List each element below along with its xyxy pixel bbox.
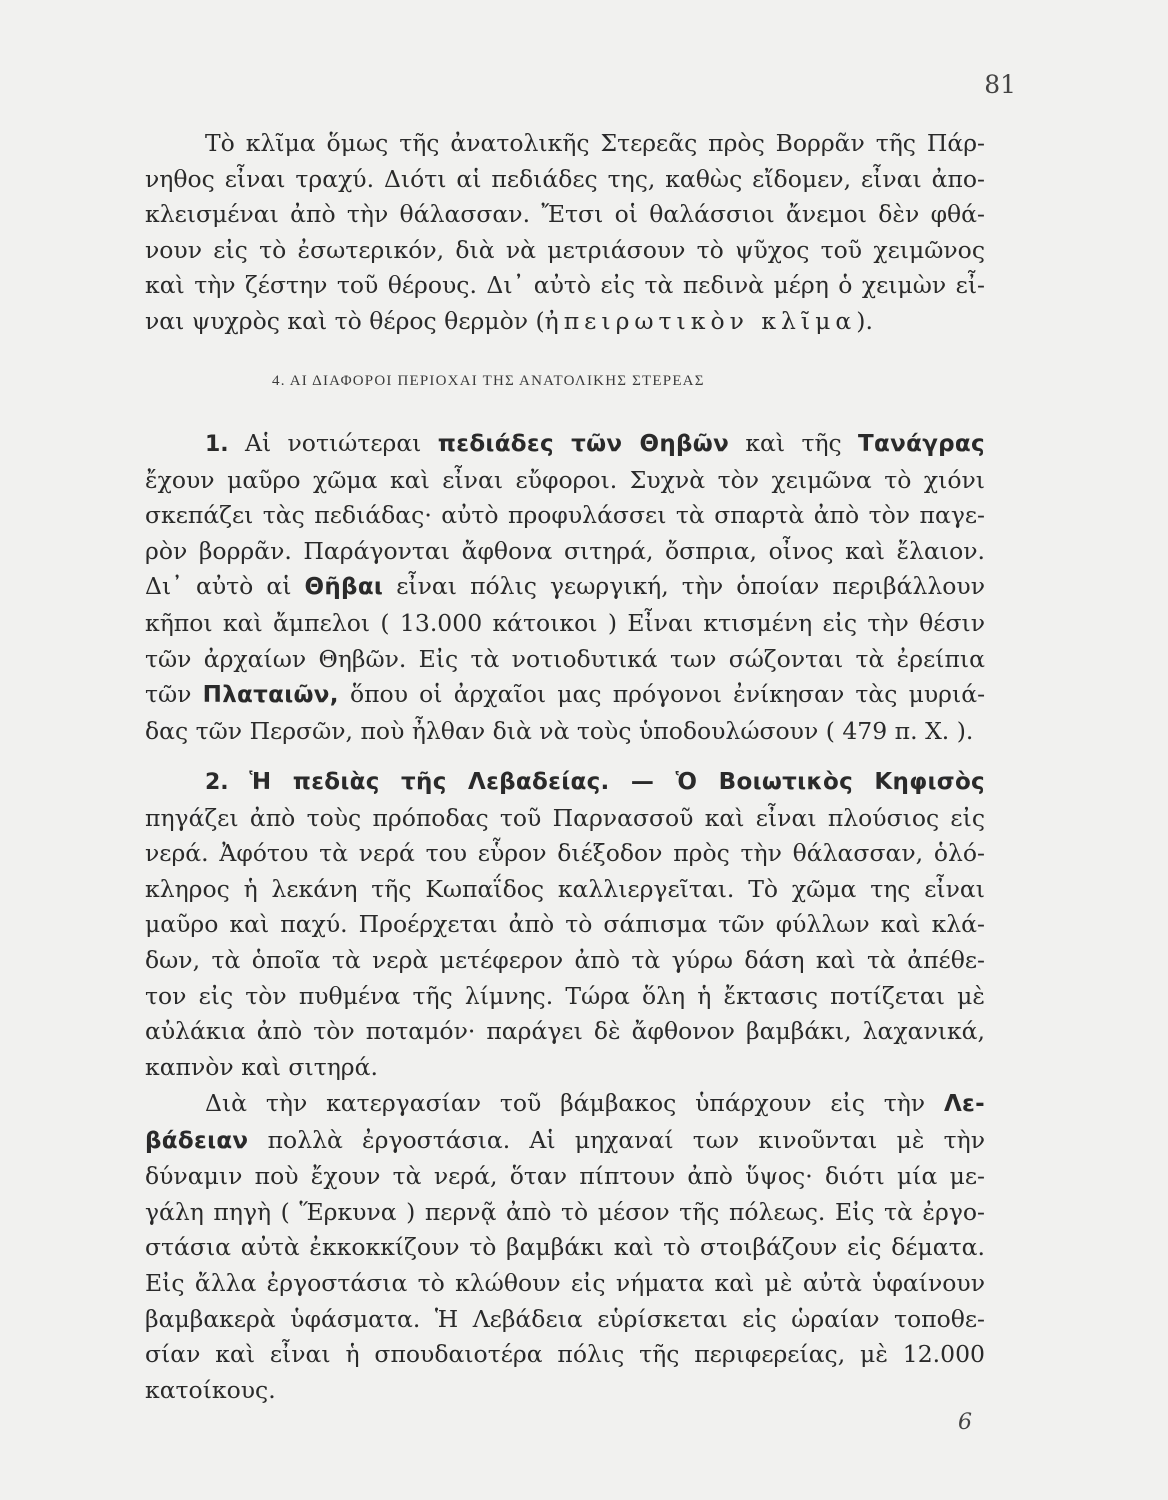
text-line bbox=[145, 1086, 985, 1123]
text-line: κλεισμέναι ἀπὸ τὴν θάλασσαν. Ἔτσι οἱ θαλάσσιοι ἄνεμοι δὲν φθά- bbox=[145, 200, 985, 229]
text-line: Τὸ κλῖμα ὅμως τῆς ἀνατολικῆς Στερεᾶς πρὸς Βορρᾶν τῆς Πάρ- bbox=[205, 129, 985, 157]
text-line: σίαν καὶ εἶναι ἡ σπουδαιοτέρα πόλις τῆς περιφερείας, μὲ 12.000 bbox=[145, 1340, 985, 1369]
text-line: βαμβακερὰ ὑφάσματα. Ἡ Λεβάδεια εὑρίσκεται εἰς ὡραίαν τοποθε- bbox=[145, 1304, 985, 1333]
text-line: κληρος ἡ λεκάνη τῆς Κωπαΐδος καλλιεργεῖται. Τὸ χῶμα της εἶναι bbox=[145, 874, 985, 903]
text-line: τον εἰς τὸν πυθμένα τῆς λίμνης. Τώρα ὅλη ἡ ἔκτασις ποτίζεται μὲ bbox=[145, 981, 985, 1010]
text-line bbox=[145, 426, 985, 463]
text-line: κῆποι καὶ ἄμπελοι ( 13.000 κάτοικοι ) Εἶναι κτισμένη εἰς τὴν θέσιν bbox=[145, 608, 985, 637]
section-number: 2. bbox=[205, 770, 229, 795]
text-line: γάλη πηγὴ ( Ἕρκυνα ) περνᾷ ἀπὸ τὸ μέσον τῆς πόλεως. Εἰς τὰ ἐργο- bbox=[145, 1197, 985, 1226]
bold-term: βάδειαν bbox=[145, 1127, 249, 1154]
bold-term: Πλαταιῶν, bbox=[202, 682, 339, 709]
section-1-paragraph bbox=[145, 426, 985, 749]
section-3-paragraph bbox=[145, 1086, 985, 1408]
bold-term: Τανάγρας bbox=[858, 431, 985, 457]
bold-term: Θῆβαι bbox=[304, 574, 384, 601]
section-2-paragraph bbox=[145, 764, 985, 1085]
text-line: σκεπάζει τὰς πεδιάδας· αὐτὸ προφυλάσσει τὰ σπαρτὰ ἀπὸ τὸν παγε- bbox=[145, 501, 985, 530]
intro-paragraph bbox=[145, 126, 985, 340]
emphasized-term: ἠπειρωτικὸν κλῖμα bbox=[544, 306, 857, 335]
text-line: κατοίκους. bbox=[145, 1375, 276, 1404]
bold-term: Λε- bbox=[943, 1091, 985, 1117]
text-line: καπνὸν καὶ σιτηρά. bbox=[145, 1052, 378, 1081]
text-line: νερά. Ἀφότου τὰ νερά του εὗρον διέξοδον πρὸς τὴν θάλασσαν, ὁλό- bbox=[145, 839, 985, 868]
text-fragment: καὶ τῆς bbox=[729, 429, 859, 457]
text-line: Εἰς ἄλλα ἐργοστάσια τὸ κλώθουν εἰς νήματα καὶ μὲ αὐτὰ ὑφαίνουν bbox=[145, 1268, 985, 1297]
text-line bbox=[145, 764, 985, 801]
text-line: ρὸν βορρᾶν. Παράγονται ἄφθονα σιτηρά, ὄσπρια, οἶνος καὶ ἔλαιον. bbox=[145, 536, 985, 565]
text-line: αὐλάκια ἀπὸ τὸν ποταμόν· παράγει δὲ ἄφθονον βαμβάκι, λαχανικά, bbox=[145, 1017, 985, 1046]
text-fragment: Αἱ νοτιώτεραι bbox=[245, 429, 438, 457]
text-line: δύναμιν ποὺ ἔχουν τὰ νερά, ὅταν πίπτουν ἀπὸ ὕψος· διότι μία με- bbox=[145, 1162, 985, 1191]
text-fragment: Δι᾽ αὐτὸ αἱ bbox=[145, 572, 305, 601]
text-fragment: ὅπου οἱ ἀρχαῖοι μας πρόγονοι ἐνίκησαν τὰς μυριά- bbox=[338, 680, 986, 709]
text-line: τῶν ἀρχαίων Θηβῶν. Εἰς τὰ νοτιοδυτικά των σώζονται τὰ ἐρείπια bbox=[145, 644, 985, 673]
text-line: μαῦρο καὶ παχύ. Προέρχεται ἀπὸ τὸ σάπισμα τῶν φύλλων καὶ κλά- bbox=[145, 910, 985, 939]
text-line bbox=[145, 677, 985, 714]
text-fragment: εἶναι πόλις γεωργική, τὴν ὁποίαν περιβάλλουν bbox=[383, 572, 985, 601]
bold-term: Ἡ πεδιὰς τῆς Λεβαδείας. — Ὁ Βοιωτικὸς Κηφισὸς bbox=[249, 769, 985, 795]
text-fragment: ναι ψυχρὸς καὶ τὸ θέρος θερμὸν ( bbox=[145, 306, 545, 335]
text-fragment: Διὰ τὴν κατεργασίαν τοῦ βάμβακος ὑπάρχουν εἰς τὴν bbox=[205, 1089, 944, 1117]
signature-mark: 6 bbox=[958, 1410, 972, 1435]
text-fragment: πολλὰ ἐργοστάσια. Αἱ μηχαναί των κινοῦνται μὲ τὴν bbox=[248, 1125, 985, 1154]
text-line: δων, τὰ ὁποῖα τὰ νερὰ μετέφερον ἀπὸ τὰ γύρω δάση καὶ τὰ ἀπέθε- bbox=[145, 945, 985, 974]
text-fragment: ). bbox=[856, 306, 873, 335]
page-number: 81 bbox=[984, 70, 1016, 99]
text-line: πηγάζει ἀπὸ τοὺς πρόποδας τοῦ Παρνασσοῦ καὶ εἶναι πλούσιος εἰς bbox=[145, 803, 985, 832]
text-line bbox=[145, 1123, 985, 1160]
text-line: νουν εἰς τὸ ἐσωτερικόν, διὰ νὰ μετριάσουν τὸ ψῦχος τοῦ χειμῶνος bbox=[145, 235, 985, 264]
section-number: 1. bbox=[205, 432, 229, 457]
text-line bbox=[145, 569, 985, 606]
text-line: ἔχουν μαῦρο χῶμα καὶ εἶναι εὔφοροι. Συχνὰ τὸν χειμῶνα τὸ χιόνι bbox=[145, 465, 985, 494]
text-line: στάσια αὐτὰ ἐκκοκκίζουν τὸ βαμβάκι καὶ τὸ στοιβάζουν εἰς δέματα. bbox=[145, 1233, 985, 1262]
text-line: δας τῶν Περσῶν, ποὺ ἦλθαν διὰ νὰ τοὺς ὑποδουλώσουν ( 479 π. Χ. ). bbox=[145, 716, 974, 745]
section-heading: 4. ΑΙ ΔΙΑΦΟΡΟΙ ΠΕΡΙΟΧΑΙ ΤΗΣ ΑΝΑΤΟΛΙΚΗΣ ΣΤΕΡΕΑΣ bbox=[272, 373, 705, 389]
text-line: καὶ τὴν ζέστην τοῦ θέρους. Δι᾽ αὐτὸ εἰς τὰ πεδινὰ μέρη ὁ χειμὼν εἶ- bbox=[145, 271, 985, 300]
text-line bbox=[145, 304, 985, 340]
text-fragment: τῶν bbox=[145, 680, 203, 709]
bold-term: πεδιάδες τῶν Θηβῶν bbox=[437, 431, 730, 457]
text-line: νηθος εἶναι τραχύ. Διότι αἱ πεδιάδες της, καθὼς εἴδομεν, εἶναι ἀπο- bbox=[145, 164, 985, 193]
